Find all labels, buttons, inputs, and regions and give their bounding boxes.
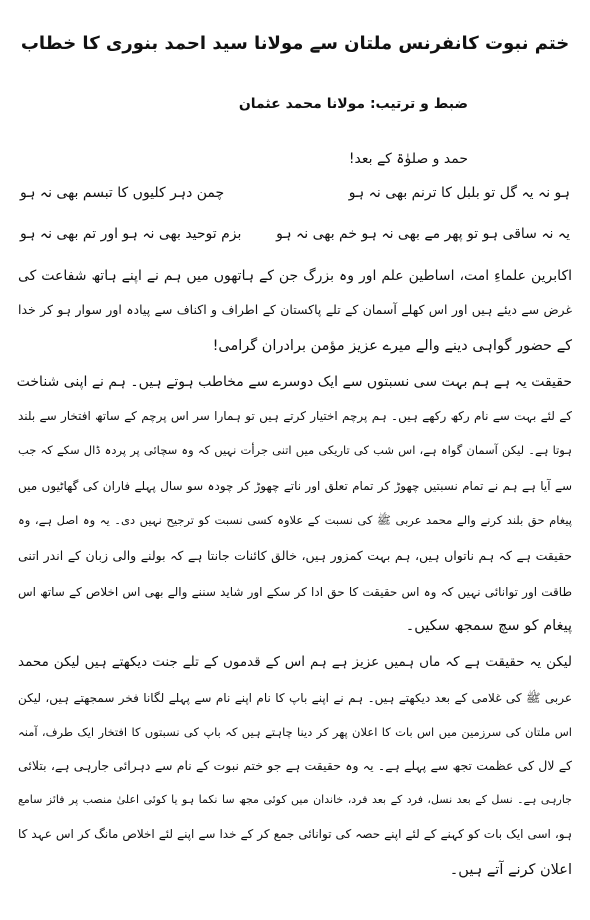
verse-second-hemistich: چمن دہر کلیوں کا تبسم بھی نہ ہو — [20, 185, 225, 201]
body-text-line: ہوتا ہے۔ لیکن آسمان گواہ ہے، اس شب کی تاریکی میں اتنی جرأت نہیں کہ وہ سچائی پر پردہ ڈال سکے کہ جب — [18, 443, 572, 457]
body-text-line: کے حضور گواہی دینے والے میرے عزیز مؤمن برادران گرامی! — [212, 338, 572, 354]
salutation: حمد و صلوٰۃ کے بعد! — [348, 151, 468, 167]
body-text-line: طاقت اور توانائی نہیں کہ وہ اس حقیقت کا حق ادا کر سکے اور شاید سننے والے بھی اس اخلاص کے ساتھ اس — [18, 585, 572, 599]
verse-first-hemistich: یہ نہ ساقی ہو تو پھر مے بھی نہ ہو خم بھی نہ ہو — [276, 226, 570, 242]
body-text-line: اس ملتان کی سرزمین میں اس بات کا اعلان پھر کر دینا چاہتے ہیں کہ باپ کی نسبتوں کا افتخار ایک طرف، آمنہ — [18, 725, 572, 739]
body-text-line: حقیقت یہ ہے ہم بہت سی نسبتوں سے ایک دوسرے سے مخاطب ہوتے ہیں۔ ہم نے اپنی شناخت — [16, 374, 572, 390]
body-text-line: لیکن یہ حقیقت ہے کہ ماں ہمیں عزیز ہے ہم اس کے قدموں کے تلے جنت دیکھتے ہیں لیکن محمد — [18, 654, 572, 670]
body-text-line: اعلان کرنے آتے ہیں۔ — [449, 862, 572, 878]
body-text-line: اکابرین علماءِ امت، اساطین علم اور وہ بزرگ جن کے ہاتھوں میں ہم نے اپنے ہاتھ شفاعت کی — [18, 268, 572, 284]
verse-line — [20, 226, 570, 254]
body-text-line: پیغام کو سچ سمجھ سکیں۔ — [405, 618, 572, 634]
body-text-line: کے لال کی عظمت تجھ سے پہلے ہے۔ یہ وہ حقیقت ہے جو ختم نبوت کے نام سے دہرائی جارہی ہے، بتلائی — [18, 758, 572, 773]
verse-line — [20, 185, 570, 213]
body-text-line: ہو، اسی ایک بات کو کہنے کے لئے اپنے حصہ کی توانائی جمع کر کے خدا سے اپنے لئے اخلاص مانگ کر اس عہد کا — [18, 827, 572, 841]
body-text-line: جارہی ہے۔ نسل کے بعد نسل، فرد کے بعد فرد، خاندان میں کوئی مجھ سا نکما ہو یا کوئی اعلیٰ منصب پر فائز سامع — [18, 793, 572, 806]
body-text-line: کے لئے بہت سے نام رکھ رکھے ہیں۔ ہم پرچم اختیار کرتے ہیں تو ہمارا سر اس پرچم کے ساتھ افتخار سے بلند — [18, 409, 572, 423]
body-text-line: پیغام حق بلند کرنے والے محمد عربی ﷺ کی نسبت کے علاوہ کسی نسبت کو ترجیح نہیں دی۔ یہ وہ اصل ہے، وہ — [18, 513, 572, 527]
body-text-line: حقیقت ہے کہ ہم ناتواں ہیں، ہم بہت کمزور ہیں، خالق کائنات جانتا ہے کہ بولنے والی زبان کے اندر اتنی — [18, 548, 572, 563]
compiler-credit: ضبط و ترتیب: مولانا محمد عثمان — [238, 96, 468, 112]
verse-second-hemistich: بزم توحید بھی نہ ہو اور تم بھی نہ ہو — [20, 226, 242, 242]
body-text-line: سے آیا ہے ہم نے تمام نسبتیں چھوڑ کر تمام تعلق اور ناتے چھوڑ کر چودہ سو سال پہلے فاران کی گھاٹیوں میں — [18, 479, 572, 493]
body-text-line: عربی ﷺ کی غلامی کے بعد دیکھتے ہیں۔ ہم نے اپنے باپ کا نام اپنے نام سے پہلے لگانا فخر سمجھتے ہیں، لیکن — [18, 691, 572, 705]
body-text-line: غرض سے دیئے ہیں اور اس کھلے آسمان کے تلے پاکستان کے اطراف و اکناف سے پیادہ اور سوار ہو کر خدا — [18, 302, 572, 317]
verse-first-hemistich: ہو نہ یہ گل تو بلبل کا ترنم بھی نہ ہو — [348, 185, 570, 201]
article-title: ختم نبوت کانفرنس ملتان سے مولانا سید احمد بنوری کا خطاب — [20, 33, 570, 54]
